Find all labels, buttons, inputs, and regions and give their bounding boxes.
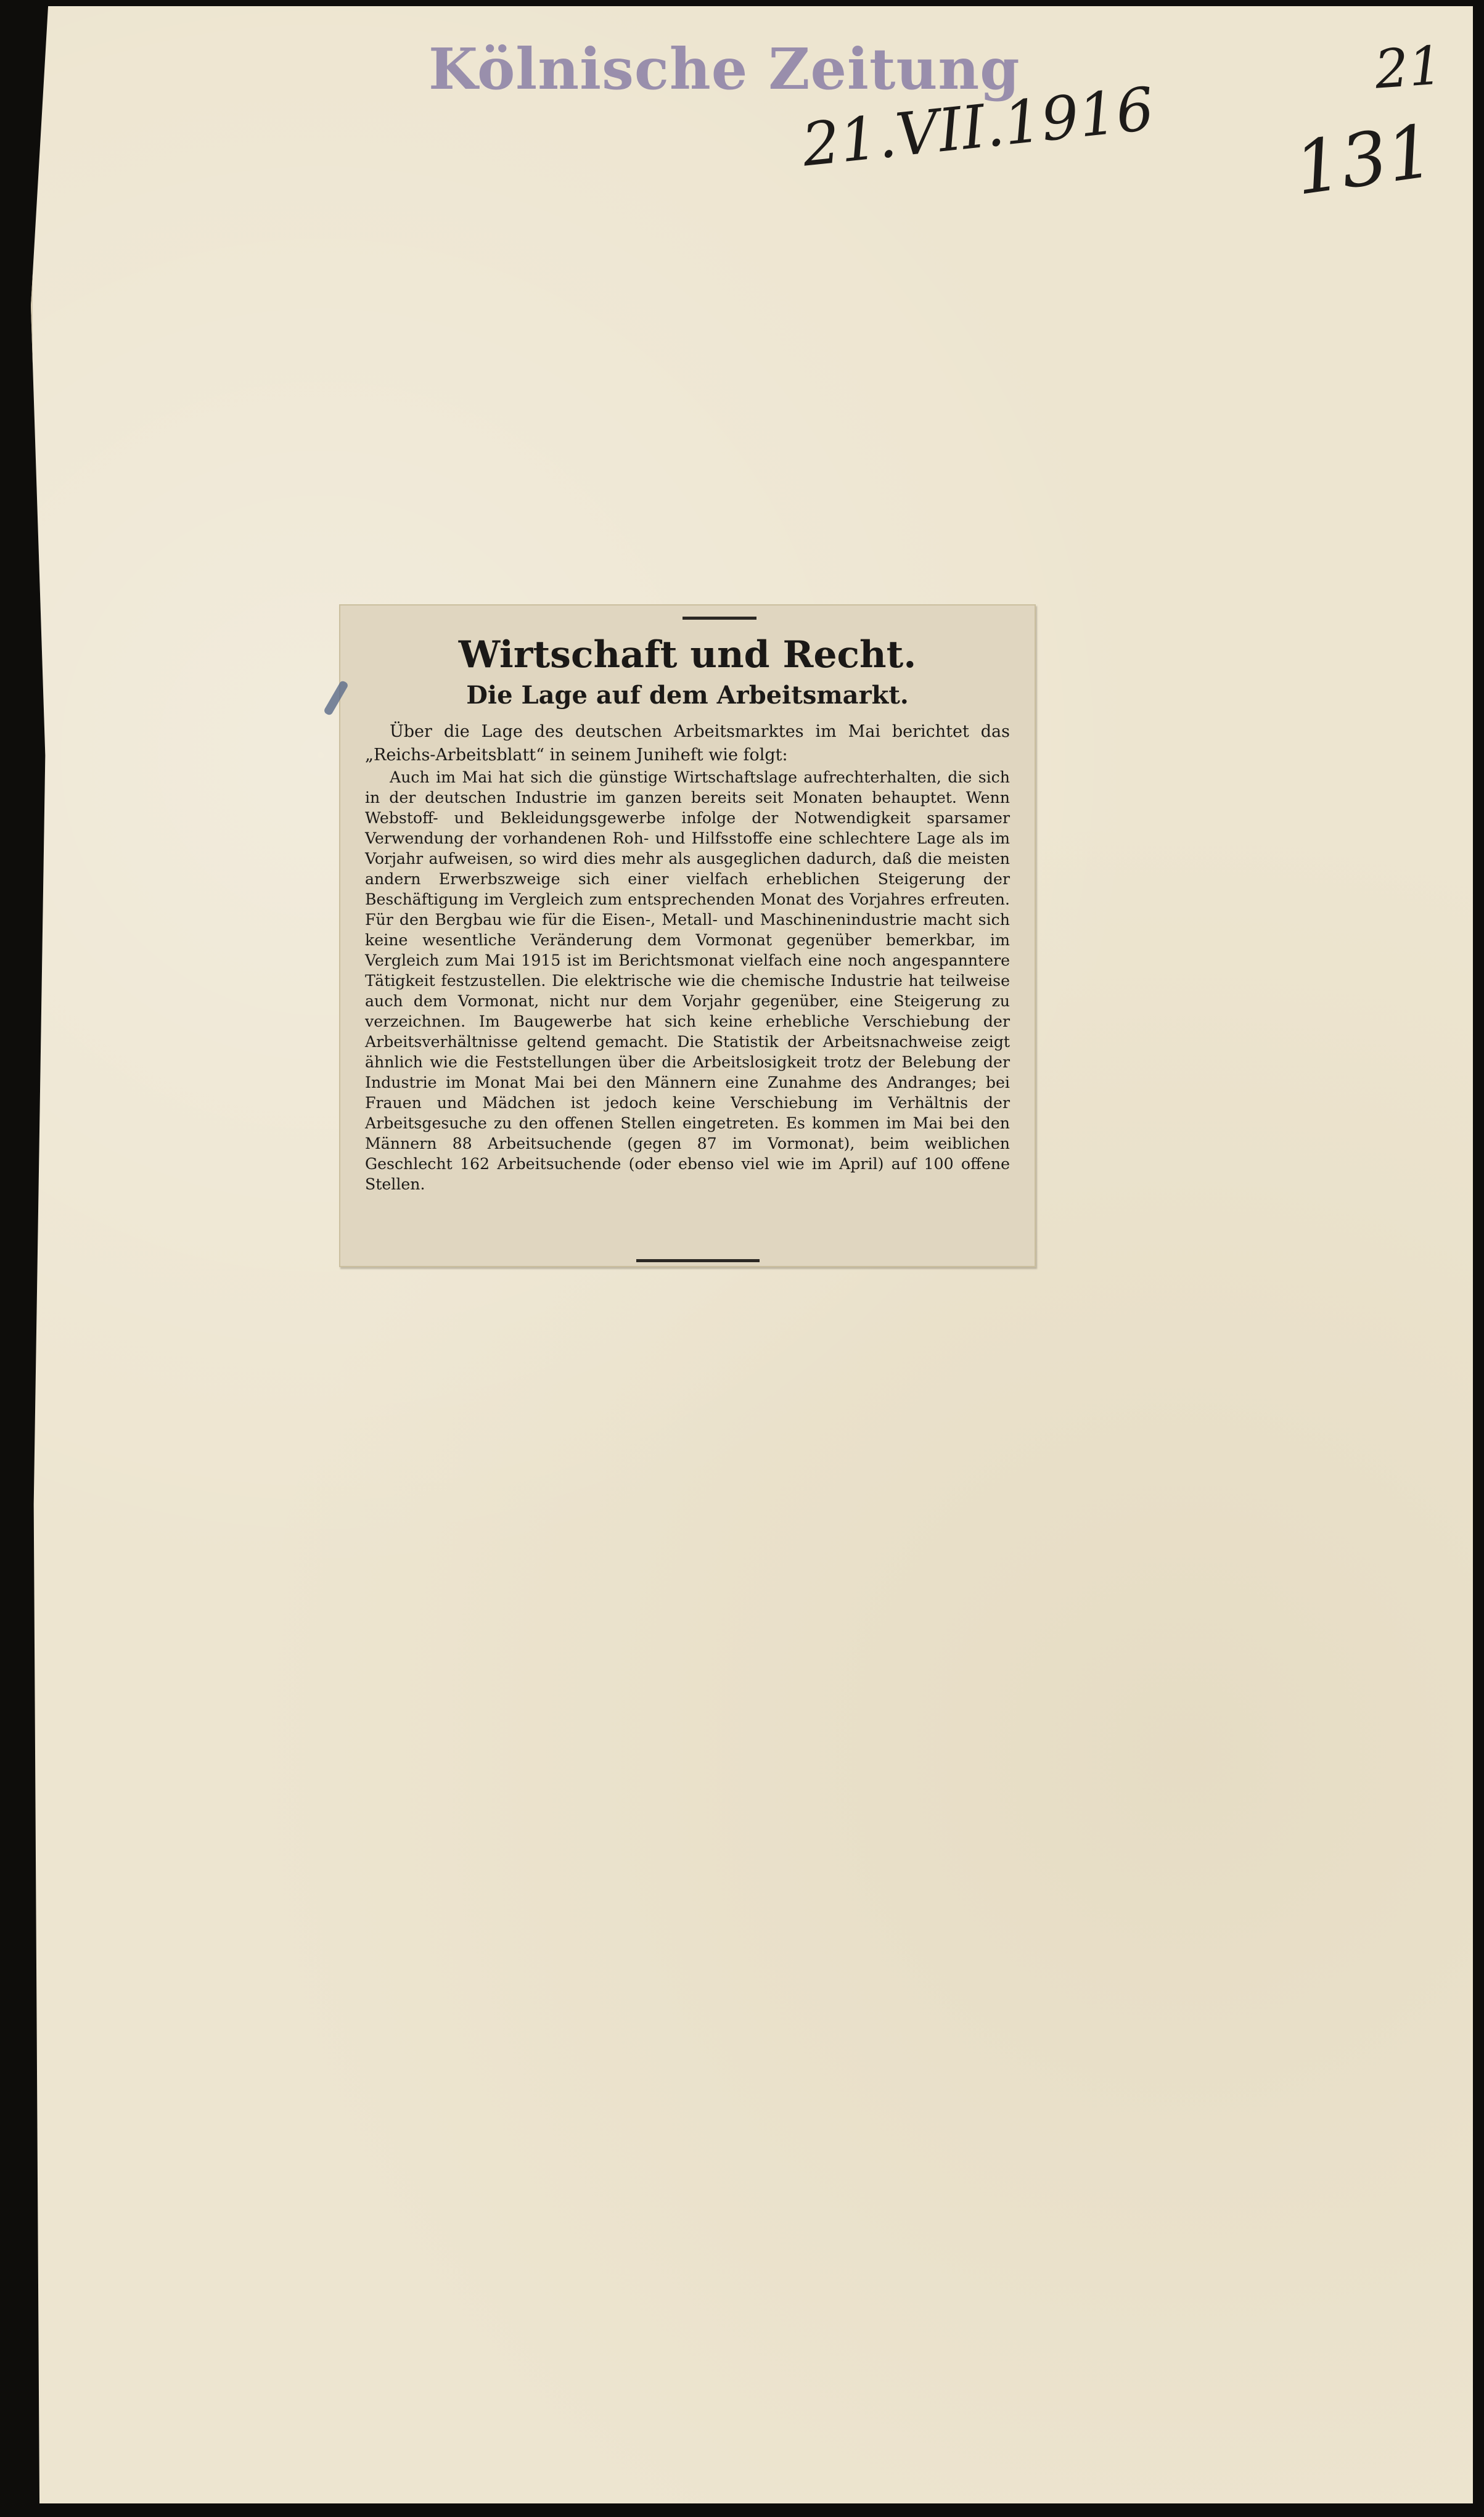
article-intro: Über die Lage des deutschen Arbeitsmarktes im Mai berichtet das „Reichs-Arbeitsblatt“ in seinem Juniheft wie folgt:	[365, 722, 1010, 765]
handwritten-date: 21.VII.1916	[798, 74, 1157, 180]
handwritten-page-number: 21	[1372, 35, 1445, 101]
newspaper-stamp: Kölnische Zeitung	[428, 36, 1020, 102]
handwritten-archive-number: 131	[1289, 107, 1439, 212]
bottom-rule	[636, 1259, 760, 1262]
article-subheadline: Die Lage auf dem Arbeitsmarkt.	[466, 681, 909, 710]
article-headline: Wirtschaft und Recht.	[458, 633, 917, 676]
top-rule	[683, 617, 756, 620]
article-body: Auch im Mai hat sich die günstige Wirtschaftslage aufrechterhalten, die sich in der deutschen Industrie im ganzen bereits seit Monaten behauptet. Wenn Webstoff- und Bekleidungsgewerbe infolge der Notwendigkeit sparsamer Verwendung der vorhandenen Roh- und Hilfsstoffe eine schlechtere Lage als im Vorjahr aufweisen, so wird dies mehr als ausgeglichen dadurch, daß die meisten andern Erwerbszweige sich einer vielfach erheblichen Steigerung der Beschäftigung im Vergleich zum entsprechenden Monat des Vorjahres erfreuten. Für den Bergbau wie für die Eisen-, Metall- und Maschinenindustrie macht sich keine wesentliche Veränderung dem Vormonat gegenüber bemerkbar, im Vergleich zum Mai 1915 ist im Berichtsmonat vielfach eine noch angespanntere Tätigkeit festzustellen. Die elektrische wie die chemische Industrie hat teilweise auch dem Vormonat, nicht nur dem Vorjahr gegenüber, eine Steigerung zu verzeichnen. Im Baugewerbe hat sich keine erhebliche Verschiebung der Arbeitsverhältnisse geltend gemacht. Die Statistik der Arbeitsnachweise zeigt ähnlich wie die Feststellungen über die Arbeitslosigkeit trotz der Belebung der Industrie im Monat Mai bei den Männern eine Zunahme des Andranges; bei Frauen und Mädchen ist jedoch keine Verschiebung im Verhältnis der Arbeitsgesuche zu den offenen Stellen eingetreten. Es kommen im Mai bei den Männern 88 Arbeitsuchende (gegen 87 im Vormonat), beim weiblichen Geschlecht 162 Arbeitsuchende (oder ebenso viel wie im April) auf 100 offene Stellen.	[365, 768, 1010, 1193]
newspaper-clipping	[339, 604, 1036, 1267]
